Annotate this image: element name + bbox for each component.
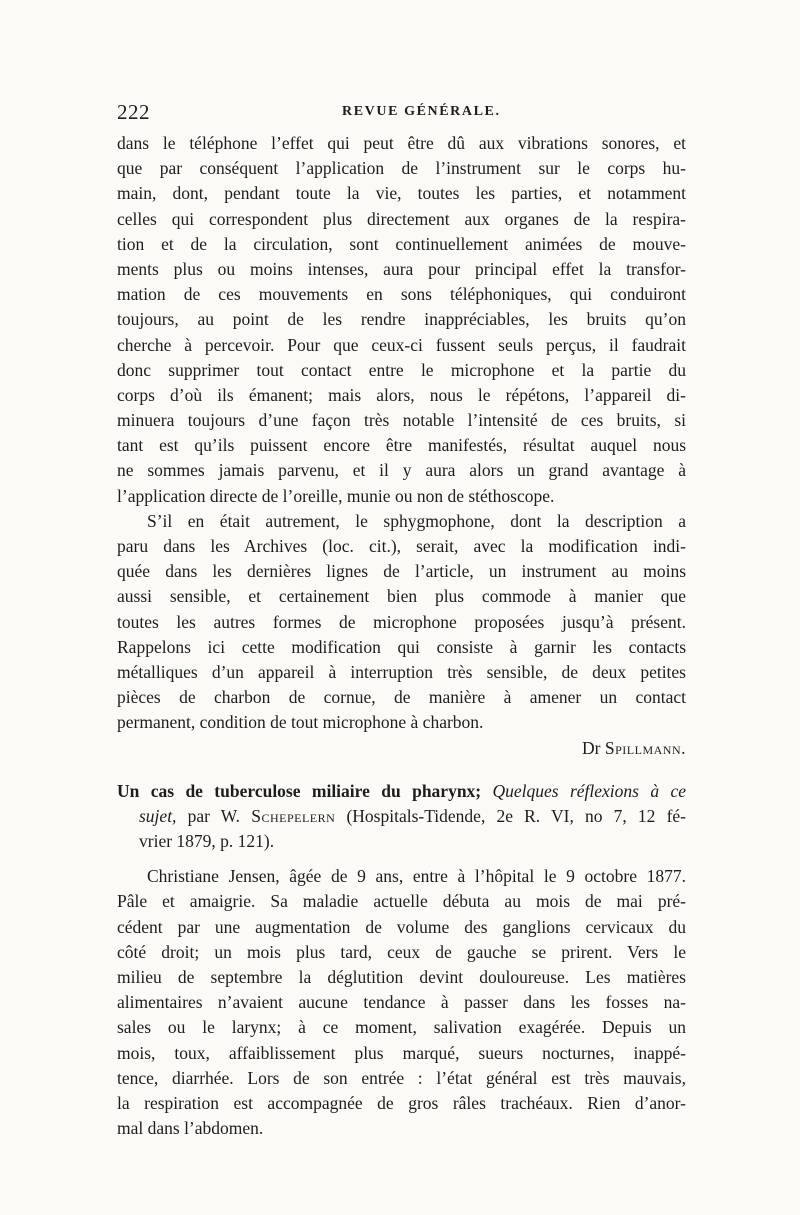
text-line: ne sommes jamais parvenu, et il y aura alors un grand avantage à (117, 460, 686, 481)
text-line: sales ou le larynx; à ce moment, salivation exagérée. Depuis un (117, 1017, 686, 1038)
text-line: alimentaires n’avaient aucune tendance à passer dans les fosses na- (117, 992, 686, 1013)
text-line: que par conséquent l’application de l’instrument sur le corps hu- (117, 158, 686, 179)
text-line: tant est qu’ils puissent encore être manifestés, résultat auquel nous (117, 435, 686, 456)
page-header (0, 100, 800, 126)
text-line: main, dont, pendant toute la vie, toutes les parties, et notamment (117, 183, 686, 204)
text-line: toujours, au point de les rendre inappréciables, les bruits qu’on (117, 309, 686, 330)
text-line: pièces de charbon de cornue, de manière à amener un contact (117, 687, 686, 708)
text-line: dans le téléphone l’effet qui peut être dû aux vibrations sonores, et (117, 133, 686, 153)
text-line: quée dans les dernières lignes de l’article, un instrument au moins (117, 561, 686, 582)
article-source: (Hospitals-Tidende, 2e R. VI, no 7, 12 fé- (346, 805, 686, 826)
article-source-line: vrier 1879, p. 121). (139, 831, 275, 852)
text-line: Christiane Jensen, âgée de 9 ans, entre à l’hôpital le 9 octobre 1877. (147, 866, 686, 887)
text-line: mal dans l’abdomen. (117, 1118, 264, 1139)
article-by: par W. (187, 805, 241, 826)
article-heading-line (117, 779, 686, 804)
signature (117, 736, 686, 761)
text-line: S’il en était autrement, le sphygmophone, dont la description a (147, 510, 686, 531)
text-line: toutes les autres formes de microphone proposées jusqu’à présent. (117, 611, 686, 632)
article-title: Un cas de tuberculose miliaire du pharynx; (117, 780, 482, 801)
text-line: ments plus ou moins intenses, aura pour principal effet la transfor- (117, 258, 686, 279)
text-line: cherche à percevoir. Pour que ceux-ci fussent seuls perçus, il faudrait (117, 334, 686, 355)
text-line: permanent, condition de tout microphone à charbon. (117, 712, 484, 733)
text-line: minuera toujours d’une façon très notable l’intensité de ces bruits, si (117, 410, 686, 431)
page-body (117, 131, 686, 1141)
text-line: mation de ces mouvements en sons téléphoniques, qui conduiront (117, 284, 686, 305)
text-line: Pâle et amaigrie. Sa maladie actuelle débuta au mois de mai pré- (117, 891, 686, 912)
page-number: 222 (117, 100, 150, 124)
paragraph-3 (117, 864, 686, 1141)
text-line: paru dans les Archives (loc. cit.), serait, avec la modification indi- (117, 536, 686, 556)
text-line: métalliques d’un appareil à interruption très sensible, de deux petites (117, 661, 686, 682)
text-line: donc supprimer tout contact entre le microphone et la partie du (117, 359, 686, 380)
running-head: REVUE GÉNÉRALE. (342, 104, 501, 119)
text-line: celles qui correspondent plus directement aux organes de la respira- (117, 208, 686, 229)
paragraph-1 (117, 131, 686, 509)
text-line: côté droit; un mois plus tard, ceux de gauche se prirent. Vers le (117, 941, 686, 962)
paragraph-2 (117, 509, 686, 736)
text-line: Rappelons ici cette modification qui consiste à garnir les contacts (117, 636, 686, 657)
text-line: tence, diarrhée. Lors de son entrée : l’état général est très mauvais, (117, 1067, 686, 1088)
article-subtitle-cont: sujet, (139, 805, 177, 826)
text-line: mois, toux, affaiblissement plus marqué, sueurs nocturnes, inappé- (117, 1042, 686, 1063)
article-heading (117, 779, 686, 855)
signature-name: Spillmann. (604, 737, 686, 758)
signature-prefix: Dr (582, 737, 601, 758)
article-author: Schepelern (251, 805, 336, 826)
article-heading-line (117, 804, 686, 829)
text-line: la respiration est accompagnée de gros râles trachéaux. Rien d’anor- (117, 1092, 686, 1113)
text-line: tion et de la circulation, sont continuellement animées de mouve- (117, 233, 686, 254)
text-line: corps d’où ils émanent; mais alors, nous le répétons, l’appareil di- (117, 384, 686, 405)
text-line: cédent par une augmentation de volume des ganglions cervicaux du (117, 916, 686, 937)
article-subtitle: Quelques réflexions à ce (492, 780, 686, 801)
text-line: aussi sensible, et certainement bien plus commode à manier que (117, 586, 686, 607)
text-line: l’application directe de l’oreille, munie ou non de stéthoscope. (117, 485, 555, 506)
text-line: milieu de septembre la déglutition devint douloureuse. Les matières (117, 967, 686, 987)
